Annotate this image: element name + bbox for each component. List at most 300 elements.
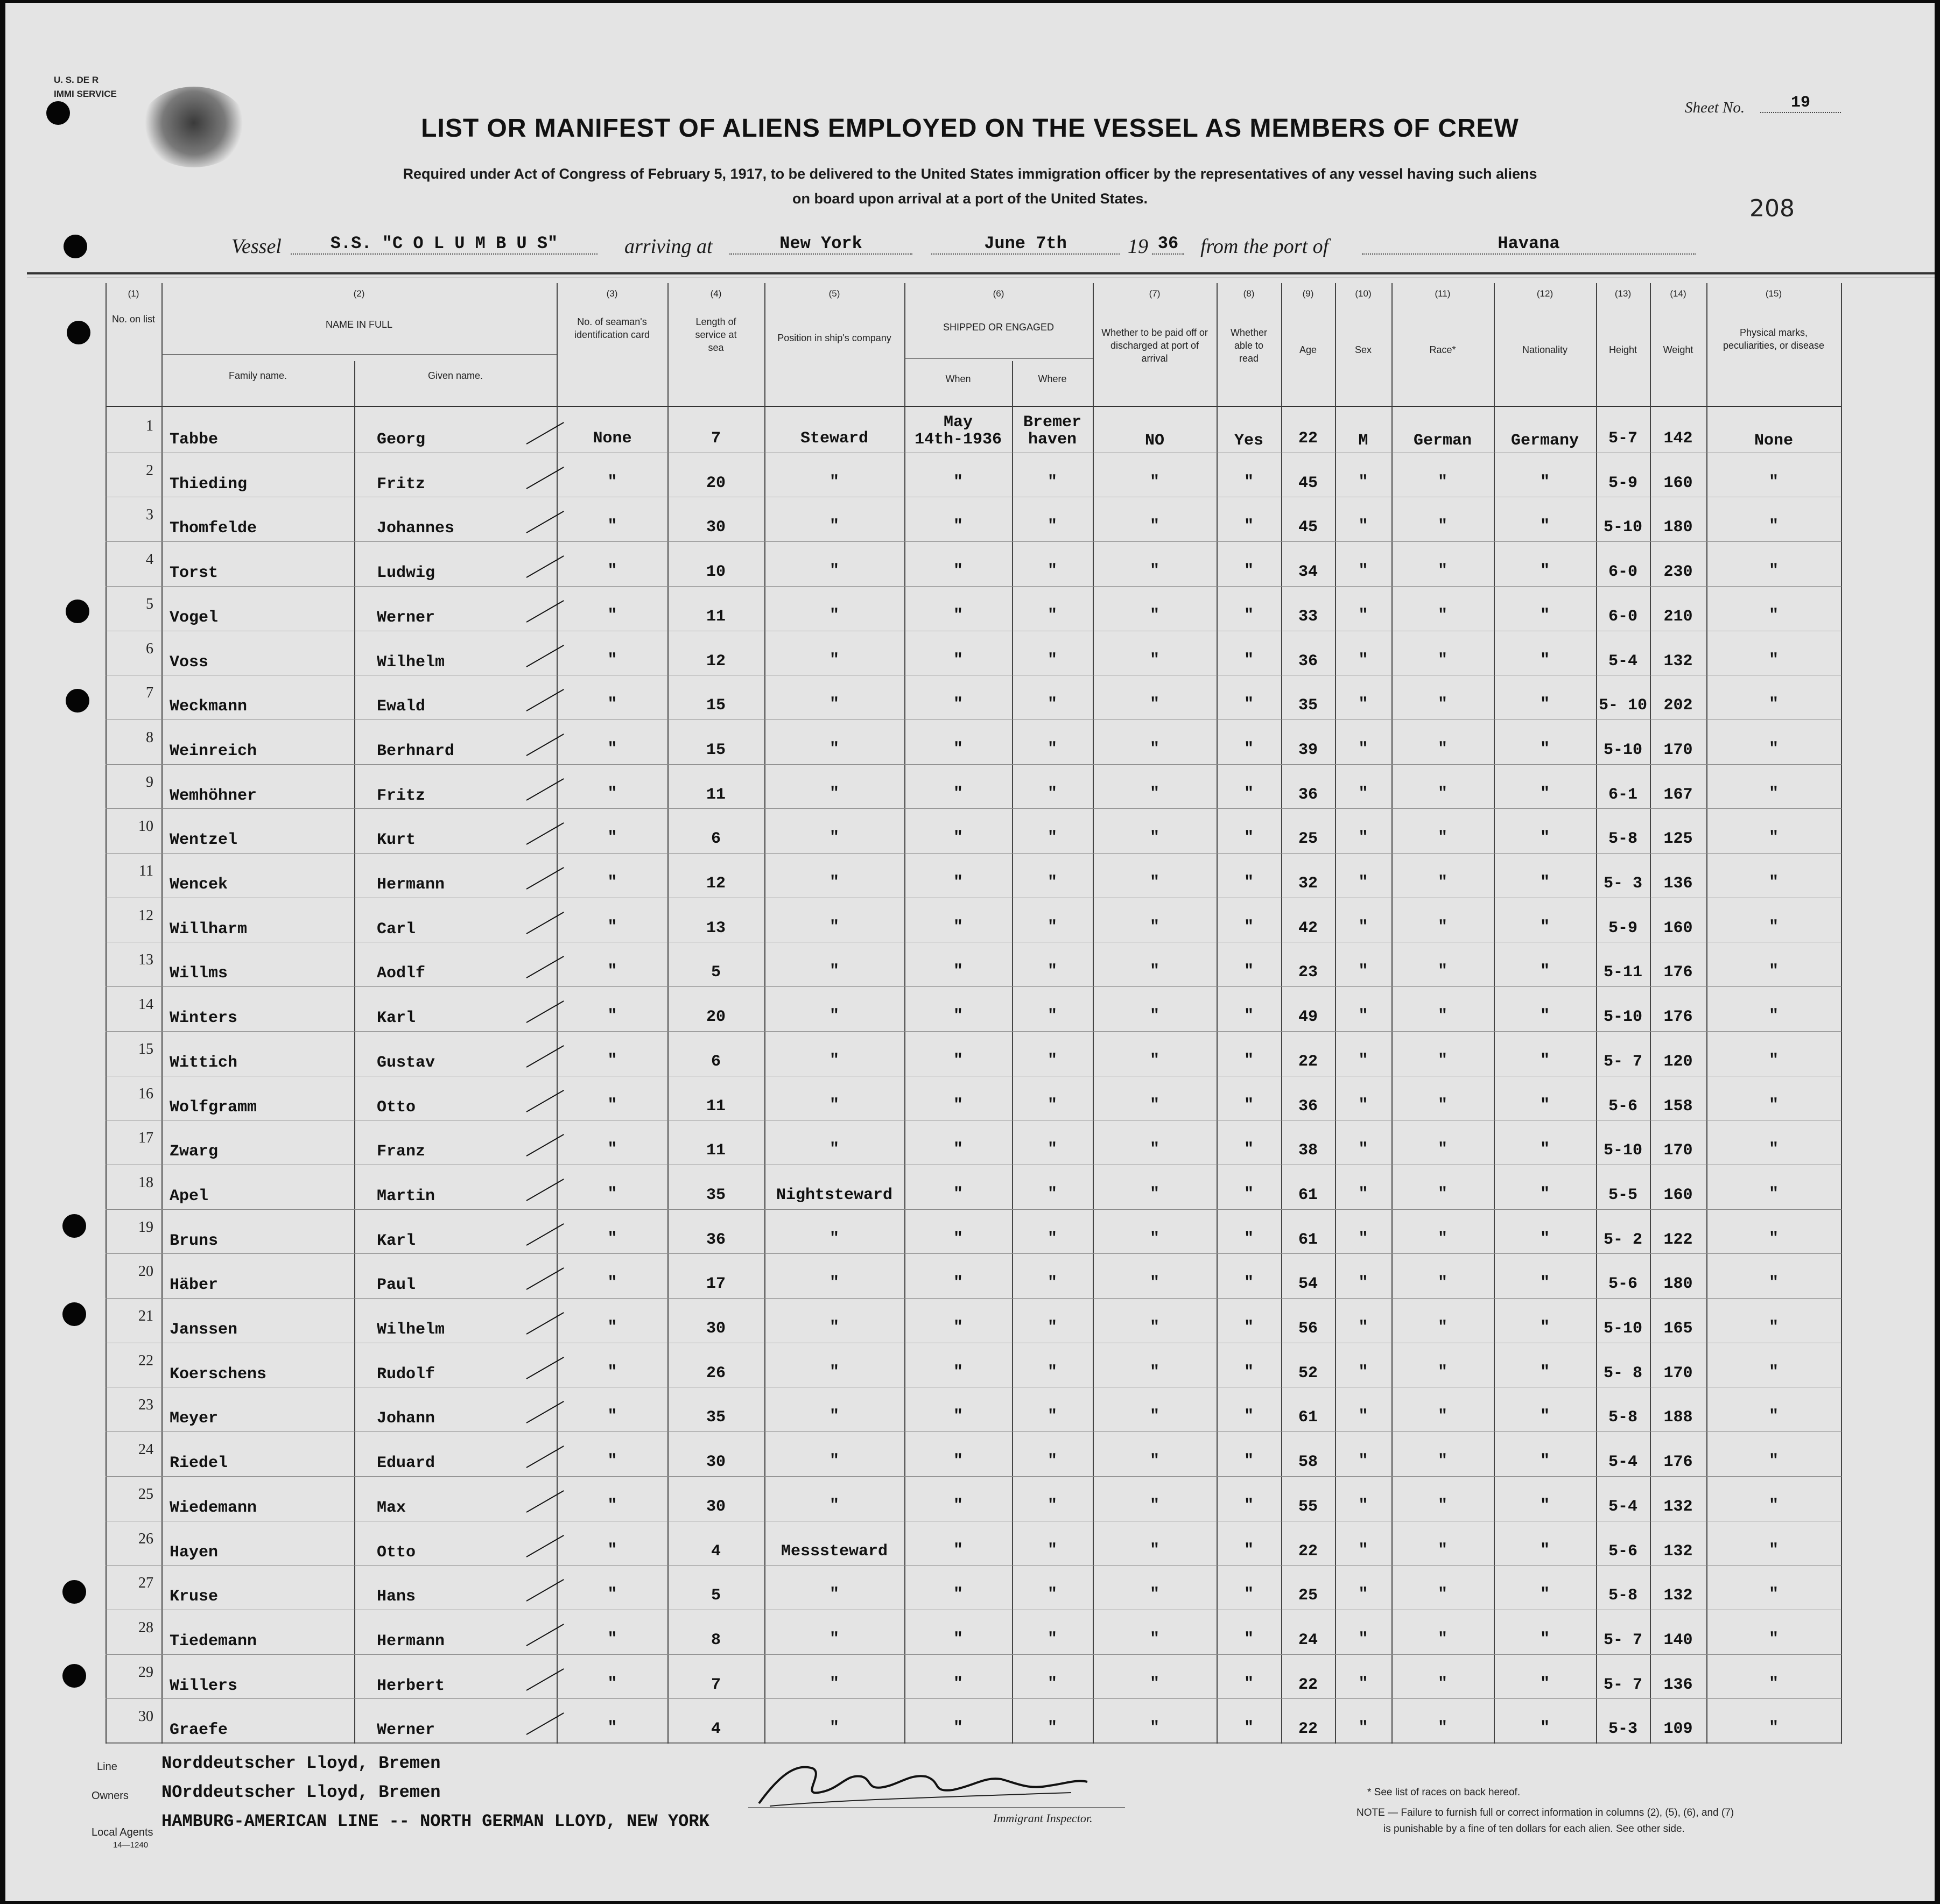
ditto-marks: " bbox=[1768, 1185, 1779, 1203]
family-name: Vogel bbox=[170, 609, 219, 627]
given-name: Gustav bbox=[377, 1054, 435, 1072]
ditto-where: " bbox=[1047, 873, 1057, 892]
given-name: Hermann bbox=[377, 876, 445, 894]
ditto-nationality: " bbox=[1540, 1318, 1550, 1337]
ditto-race: " bbox=[1437, 695, 1447, 714]
row-service: 6 bbox=[711, 830, 721, 848]
row-age: 22 bbox=[1298, 1542, 1318, 1561]
ditto-where: " bbox=[1047, 1452, 1057, 1470]
ditto-position: " bbox=[829, 1497, 839, 1515]
ditto-able-read: " bbox=[1243, 1274, 1254, 1292]
row-number: 19 bbox=[138, 1219, 153, 1236]
ditto-id-card: " bbox=[607, 695, 617, 714]
ditto-position: " bbox=[829, 651, 839, 669]
ditto-position: " bbox=[829, 918, 839, 936]
punch-hole bbox=[67, 321, 90, 344]
stamp-line: IMMI SERVICE bbox=[54, 89, 117, 99]
family-name: Janssen bbox=[170, 1321, 238, 1339]
arriving-label: arriving at bbox=[624, 235, 713, 258]
row-service: 11 bbox=[706, 1097, 726, 1116]
ditto-marks: " bbox=[1768, 785, 1779, 803]
ditto-where: " bbox=[1047, 1630, 1057, 1648]
ditto-sex: " bbox=[1358, 1541, 1368, 1560]
ditto-paid-off: " bbox=[1149, 1230, 1159, 1248]
ditto-nationality: " bbox=[1540, 1497, 1550, 1515]
ditto-nationality: " bbox=[1540, 962, 1550, 981]
ditto-when: " bbox=[953, 607, 963, 625]
ditto-position: " bbox=[829, 1585, 839, 1604]
ditto-marks: " bbox=[1768, 1541, 1779, 1560]
ditto-where: " bbox=[1047, 651, 1057, 669]
row-height: 5-9 bbox=[1608, 474, 1637, 492]
row-age: 45 bbox=[1298, 518, 1318, 537]
row-number: 20 bbox=[138, 1263, 153, 1280]
ditto-nationality: " bbox=[1540, 1096, 1550, 1115]
family-name: Torst bbox=[170, 564, 219, 582]
ditto-id-card: " bbox=[607, 473, 617, 491]
row-line bbox=[106, 1209, 1841, 1210]
check-tick bbox=[526, 1357, 564, 1379]
year-prefix: 19 bbox=[1128, 235, 1148, 258]
family-name: Willharm bbox=[170, 920, 248, 939]
ditto-nationality: " bbox=[1540, 740, 1550, 758]
ditto-position: " bbox=[829, 1096, 839, 1115]
ditto-marks: " bbox=[1768, 1630, 1779, 1648]
ditto-able-read: " bbox=[1243, 1052, 1254, 1070]
given-name: Max bbox=[377, 1499, 406, 1517]
ditto-paid-off: " bbox=[1149, 1585, 1159, 1604]
ditto-able-read: " bbox=[1243, 1230, 1254, 1248]
ditto-race: " bbox=[1437, 1007, 1447, 1025]
ditto-paid-off: " bbox=[1149, 562, 1159, 580]
check-tick bbox=[526, 1045, 564, 1068]
ditto-marks: " bbox=[1768, 918, 1779, 936]
ditto-race: " bbox=[1437, 1585, 1447, 1604]
ditto-where: " bbox=[1047, 962, 1057, 981]
ditto-where: " bbox=[1047, 1096, 1057, 1115]
given-name: Otto bbox=[377, 1543, 416, 1562]
row-age: 22 bbox=[1298, 429, 1318, 448]
row-height: 5-6 bbox=[1608, 1542, 1637, 1561]
given-name: Johann bbox=[377, 1409, 435, 1428]
name-subheader-rule bbox=[161, 354, 557, 355]
ditto-where: " bbox=[1047, 1363, 1057, 1381]
ditto-sex: " bbox=[1358, 517, 1368, 535]
check-tick bbox=[526, 422, 564, 445]
column-number: (12) bbox=[1536, 288, 1554, 299]
check-tick bbox=[526, 1535, 564, 1557]
row-weight: 132 bbox=[1663, 1542, 1693, 1561]
ditto-when: " bbox=[953, 1452, 963, 1470]
family-name: Wiedemann bbox=[170, 1499, 257, 1517]
ditto-nationality: " bbox=[1540, 918, 1550, 936]
column-number: (2) bbox=[353, 288, 365, 299]
ditto-race: " bbox=[1437, 1052, 1447, 1070]
ditto-race: " bbox=[1437, 1719, 1447, 1737]
vessel-label: Vessel bbox=[231, 235, 282, 258]
ditto-nationality: " bbox=[1540, 1407, 1550, 1426]
ditto-position: " bbox=[829, 1052, 839, 1070]
subtitle-line-1: Required under Act of Congress of February 5, 1917, to be delivered to the United States immigration officer by the representatives of any vessel having such aliens bbox=[403, 166, 1537, 182]
row-height: 5-10 bbox=[1603, 518, 1642, 537]
row-height: 5-5 bbox=[1608, 1186, 1637, 1204]
ditto-able-read: " bbox=[1243, 873, 1254, 892]
row-weight: 120 bbox=[1663, 1053, 1693, 1071]
row-service: 11 bbox=[706, 786, 726, 804]
row-weight: 132 bbox=[1663, 1498, 1693, 1516]
ditto-able-read: " bbox=[1243, 1585, 1254, 1604]
row-number: 12 bbox=[138, 907, 153, 924]
ditto-id-card: " bbox=[607, 1318, 617, 1337]
row-line bbox=[106, 1698, 1841, 1699]
ditto-paid-off: " bbox=[1149, 1052, 1159, 1070]
check-tick bbox=[526, 600, 564, 623]
line-value: Norddeutscher Lloyd, Bremen bbox=[161, 1753, 441, 1773]
row-number: 3 bbox=[146, 506, 153, 523]
ditto-where: " bbox=[1047, 829, 1057, 847]
ditto-marks: " bbox=[1768, 1452, 1779, 1470]
stamped-number: 208 bbox=[1749, 195, 1795, 222]
ditto-position: " bbox=[829, 473, 839, 491]
ditto-id-card: " bbox=[607, 1363, 617, 1381]
ditto-id-card: " bbox=[607, 1497, 617, 1515]
ditto-where: " bbox=[1047, 1407, 1057, 1426]
row-height: 5-10 bbox=[1603, 1008, 1642, 1026]
row-line bbox=[106, 986, 1841, 987]
row-number: 6 bbox=[146, 640, 153, 657]
ditto-where: " bbox=[1047, 1318, 1057, 1337]
header-shipped-engaged: SHIPPED OR ENGAGED bbox=[943, 322, 1055, 333]
ditto-nationality: " bbox=[1540, 1052, 1550, 1070]
row-line bbox=[106, 541, 1841, 542]
first-row-when-date: 14th-1936 bbox=[914, 431, 1002, 449]
year-suffix: 36 bbox=[1152, 234, 1184, 255]
row-service: 7 bbox=[711, 1676, 721, 1694]
ditto-race: " bbox=[1437, 740, 1447, 758]
from-port-label: from the port of bbox=[1200, 235, 1329, 258]
ditto-able-read: " bbox=[1243, 651, 1254, 669]
punch-hole bbox=[62, 1214, 86, 1238]
row-line bbox=[106, 1253, 1841, 1254]
ditto-able-read: " bbox=[1243, 1140, 1254, 1159]
family-name: Graefe bbox=[170, 1721, 228, 1739]
ditto-marks: " bbox=[1768, 1096, 1779, 1115]
ditto-able-read: " bbox=[1243, 1497, 1254, 1515]
row-weight: 180 bbox=[1663, 1275, 1693, 1293]
ditto-sex: " bbox=[1358, 1230, 1368, 1248]
given-name: Berhnard bbox=[377, 742, 455, 760]
ditto-sex: " bbox=[1358, 1585, 1368, 1604]
ditto-able-read: " bbox=[1243, 1318, 1254, 1337]
row-age: 52 bbox=[1298, 1364, 1318, 1383]
ditto-able-read: " bbox=[1243, 562, 1254, 580]
row-weight: 170 bbox=[1663, 1141, 1693, 1160]
row-height: 5-10 bbox=[1603, 1141, 1642, 1160]
row-weight: 136 bbox=[1663, 875, 1693, 893]
ditto-position: " bbox=[829, 873, 839, 892]
ditto-where: " bbox=[1047, 607, 1057, 625]
row-number: 2 bbox=[146, 462, 153, 479]
header-race: Race* bbox=[1429, 344, 1456, 355]
row-weight: 140 bbox=[1663, 1631, 1693, 1649]
agents-value: HAMBURG-AMERICAN LINE -- NORTH GERMAN LLOYD, NEW YORK bbox=[161, 1811, 709, 1831]
family-name: Wencek bbox=[170, 876, 228, 894]
row-number: 11 bbox=[139, 863, 153, 879]
ditto-when: " bbox=[953, 651, 963, 669]
ditto-race: " bbox=[1437, 1096, 1447, 1115]
ditto-race: " bbox=[1437, 473, 1447, 491]
row-height: 5-9 bbox=[1608, 919, 1637, 937]
column-rule bbox=[557, 283, 558, 1744]
ditto-paid-off: " bbox=[1149, 1675, 1159, 1693]
ditto-sex: " bbox=[1358, 1140, 1368, 1159]
ditto-position: " bbox=[829, 562, 839, 580]
given-name: Ludwig bbox=[377, 564, 435, 582]
header-sex: Sex bbox=[1354, 344, 1372, 355]
row-line bbox=[106, 1654, 1841, 1655]
row-number: 7 bbox=[146, 685, 153, 701]
row-number: 22 bbox=[138, 1352, 153, 1369]
row-height: 5-11 bbox=[1603, 963, 1642, 982]
ditto-where: " bbox=[1047, 517, 1057, 535]
first-row-able-read: Yes bbox=[1234, 432, 1263, 450]
inspector-label: Immigrant Inspector. bbox=[993, 1811, 1093, 1825]
row-age: 58 bbox=[1298, 1453, 1318, 1471]
row-age: 61 bbox=[1298, 1408, 1318, 1427]
ditto-able-read: " bbox=[1243, 740, 1254, 758]
ditto-race: " bbox=[1437, 1452, 1447, 1470]
family-name: Voss bbox=[170, 653, 209, 672]
column-rule bbox=[161, 283, 163, 1744]
row-line bbox=[106, 1743, 1841, 1744]
ditto-race: " bbox=[1437, 1318, 1447, 1337]
ditto-position: " bbox=[829, 1140, 839, 1159]
row-service: 30 bbox=[706, 1498, 726, 1516]
ditto-where: " bbox=[1047, 1719, 1057, 1737]
ditto-when: " bbox=[953, 829, 963, 847]
ditto-position: " bbox=[829, 1230, 839, 1248]
ditto-nationality: " bbox=[1540, 695, 1550, 714]
row-age: 54 bbox=[1298, 1275, 1318, 1293]
ditto-id-card: " bbox=[607, 785, 617, 803]
given-name: Aodlf bbox=[377, 964, 426, 983]
ditto-able-read: " bbox=[1243, 1096, 1254, 1115]
ditto-where: " bbox=[1047, 1497, 1057, 1515]
ditto-marks: " bbox=[1768, 1230, 1779, 1248]
header-bottom-rule bbox=[106, 406, 1841, 407]
row-age: 33 bbox=[1298, 608, 1318, 626]
row-number: 17 bbox=[138, 1130, 153, 1146]
row-service: 8 bbox=[711, 1631, 721, 1649]
ditto-nationality: " bbox=[1540, 1185, 1550, 1203]
punch-hole bbox=[64, 235, 87, 258]
check-tick bbox=[526, 1445, 564, 1468]
row-service: 36 bbox=[706, 1231, 726, 1249]
header-family-name: Family name. bbox=[228, 370, 287, 381]
row-number: 28 bbox=[138, 1619, 153, 1636]
row-service: 4 bbox=[711, 1542, 721, 1561]
ditto-where: " bbox=[1047, 695, 1057, 714]
ditto-where: " bbox=[1047, 473, 1057, 491]
row-age: 24 bbox=[1298, 1631, 1318, 1649]
ditto-sex: " bbox=[1358, 1363, 1368, 1381]
column-number: (15) bbox=[1765, 288, 1782, 299]
ditto-id-card: " bbox=[607, 1675, 617, 1693]
ditto-id-card: " bbox=[607, 562, 617, 580]
row-height: 5- 2 bbox=[1603, 1231, 1642, 1249]
ditto-sex: " bbox=[1358, 562, 1368, 580]
column-number: (11) bbox=[1435, 288, 1451, 299]
row-number: 23 bbox=[138, 1397, 153, 1413]
row-position: Messsteward bbox=[781, 1542, 888, 1561]
ditto-id-card: " bbox=[607, 1007, 617, 1025]
ditto-when: " bbox=[953, 873, 963, 892]
header-height: Height bbox=[1608, 344, 1637, 355]
ditto-when: " bbox=[953, 1363, 963, 1381]
row-weight: 122 bbox=[1663, 1231, 1693, 1249]
shipped-subheader-rule bbox=[904, 358, 1093, 359]
row-height: 5-4 bbox=[1608, 1498, 1637, 1516]
row-line bbox=[106, 1431, 1841, 1432]
ditto-race: " bbox=[1437, 1630, 1447, 1648]
ditto-when: " bbox=[953, 1185, 963, 1203]
ditto-marks: " bbox=[1768, 1363, 1779, 1381]
row-number: 5 bbox=[146, 596, 153, 612]
ditto-sex: " bbox=[1358, 1407, 1368, 1426]
family-name: Meyer bbox=[170, 1409, 219, 1428]
column-number: (7) bbox=[1149, 288, 1161, 299]
ditto-paid-off: " bbox=[1149, 1096, 1159, 1115]
ditto-when: " bbox=[953, 740, 963, 758]
ditto-race: " bbox=[1437, 1185, 1447, 1203]
ditto-when: " bbox=[953, 695, 963, 714]
ditto-marks: " bbox=[1768, 1007, 1779, 1025]
row-height: 5- 3 bbox=[1603, 875, 1642, 893]
ditto-paid-off: " bbox=[1149, 829, 1159, 847]
check-tick bbox=[526, 1401, 564, 1423]
row-position: Nightsteward bbox=[776, 1186, 893, 1204]
ditto-sex: " bbox=[1358, 785, 1368, 803]
ditto-paid-off: " bbox=[1149, 1185, 1159, 1203]
check-tick bbox=[526, 645, 564, 667]
ditto-where: " bbox=[1047, 562, 1057, 580]
column-rule bbox=[354, 361, 355, 1744]
ditto-position: " bbox=[829, 517, 839, 535]
ditto-when: " bbox=[953, 1630, 963, 1648]
ditto-when: " bbox=[953, 1318, 963, 1337]
given-name: Hans bbox=[377, 1588, 416, 1606]
ditto-race: " bbox=[1437, 1274, 1447, 1292]
ditto-id-card: " bbox=[607, 1140, 617, 1159]
ditto-when: " bbox=[953, 1007, 963, 1025]
row-line bbox=[106, 853, 1841, 854]
first-row-race: German bbox=[1413, 432, 1472, 450]
row-service: 30 bbox=[706, 1320, 726, 1338]
row-number: 24 bbox=[138, 1441, 153, 1458]
ditto-id-card: " bbox=[607, 829, 617, 847]
ditto-where: " bbox=[1047, 1675, 1057, 1693]
family-name: Wittich bbox=[170, 1054, 238, 1072]
row-height: 5- 7 bbox=[1603, 1053, 1642, 1071]
given-name: Werner bbox=[377, 1721, 435, 1739]
given-name: Karl bbox=[377, 1232, 416, 1250]
column-number: (10) bbox=[1355, 288, 1372, 299]
first-row-where-2: haven bbox=[1028, 431, 1077, 449]
given-name: Werner bbox=[377, 609, 435, 627]
ditto-when: " bbox=[953, 1274, 963, 1292]
family-name: Willers bbox=[170, 1677, 238, 1695]
ditto-paid-off: " bbox=[1149, 695, 1159, 714]
ditto-race: " bbox=[1437, 1363, 1447, 1381]
ditto-when: " bbox=[953, 1407, 963, 1426]
check-tick bbox=[526, 778, 564, 801]
header-no-on-list: No. on list bbox=[111, 314, 156, 325]
row-service: 13 bbox=[706, 919, 726, 937]
given-name: Kurt bbox=[377, 831, 416, 849]
ditto-able-read: " bbox=[1243, 829, 1254, 847]
ditto-marks: " bbox=[1768, 651, 1779, 669]
punch-hole bbox=[62, 1664, 86, 1688]
punch-hole bbox=[62, 1580, 86, 1604]
ditto-race: " bbox=[1437, 651, 1447, 669]
first-row-where-1: Bremer bbox=[1023, 413, 1082, 432]
header-where: Where bbox=[1038, 373, 1067, 384]
row-weight: 165 bbox=[1663, 1320, 1693, 1338]
check-tick bbox=[526, 734, 564, 756]
arrival-port: New York bbox=[729, 234, 912, 255]
ditto-sex: " bbox=[1358, 1318, 1368, 1337]
first-row-paid-off: NO bbox=[1144, 432, 1164, 450]
ditto-marks: " bbox=[1768, 473, 1779, 491]
ditto-race: " bbox=[1437, 517, 1447, 535]
ditto-paid-off: " bbox=[1149, 1140, 1159, 1159]
family-name: Häber bbox=[170, 1276, 219, 1294]
ditto-id-card: " bbox=[607, 607, 617, 625]
sheet-number: 19 bbox=[1760, 94, 1841, 113]
ditto-paid-off: " bbox=[1149, 1274, 1159, 1292]
top-rule bbox=[27, 272, 1935, 274]
row-age: 61 bbox=[1298, 1231, 1318, 1249]
row-age: 34 bbox=[1298, 563, 1318, 581]
ditto-able-read: " bbox=[1243, 918, 1254, 936]
row-height: 5- 8 bbox=[1603, 1364, 1642, 1383]
ditto-sex: " bbox=[1358, 1675, 1368, 1693]
check-tick bbox=[526, 1223, 564, 1246]
ditto-race: " bbox=[1437, 829, 1447, 847]
row-weight: 136 bbox=[1663, 1676, 1693, 1694]
first-row-when-month: May bbox=[943, 413, 973, 432]
ditto-nationality: " bbox=[1540, 517, 1550, 535]
check-tick bbox=[526, 1090, 564, 1112]
row-number: 26 bbox=[138, 1531, 153, 1547]
ditto-when: " bbox=[953, 1675, 963, 1693]
row-weight: 132 bbox=[1663, 652, 1693, 671]
row-line bbox=[106, 1031, 1841, 1032]
header-weight: Weight bbox=[1663, 344, 1693, 355]
stamp-line: U. S. DE R bbox=[54, 75, 99, 85]
header-nationality: Nationality bbox=[1522, 344, 1568, 355]
header-length-service: Length of service at sea bbox=[695, 316, 737, 353]
column-number: (14) bbox=[1670, 288, 1686, 299]
row-height: 6-0 bbox=[1608, 608, 1637, 626]
row-age: 61 bbox=[1298, 1186, 1318, 1204]
row-height: 5-6 bbox=[1608, 1275, 1637, 1293]
ditto-position: " bbox=[829, 1407, 839, 1426]
check-tick bbox=[526, 511, 564, 533]
ditto-when: " bbox=[953, 1541, 963, 1560]
ditto-marks: " bbox=[1768, 829, 1779, 847]
row-height: 5-10 bbox=[1603, 741, 1642, 759]
